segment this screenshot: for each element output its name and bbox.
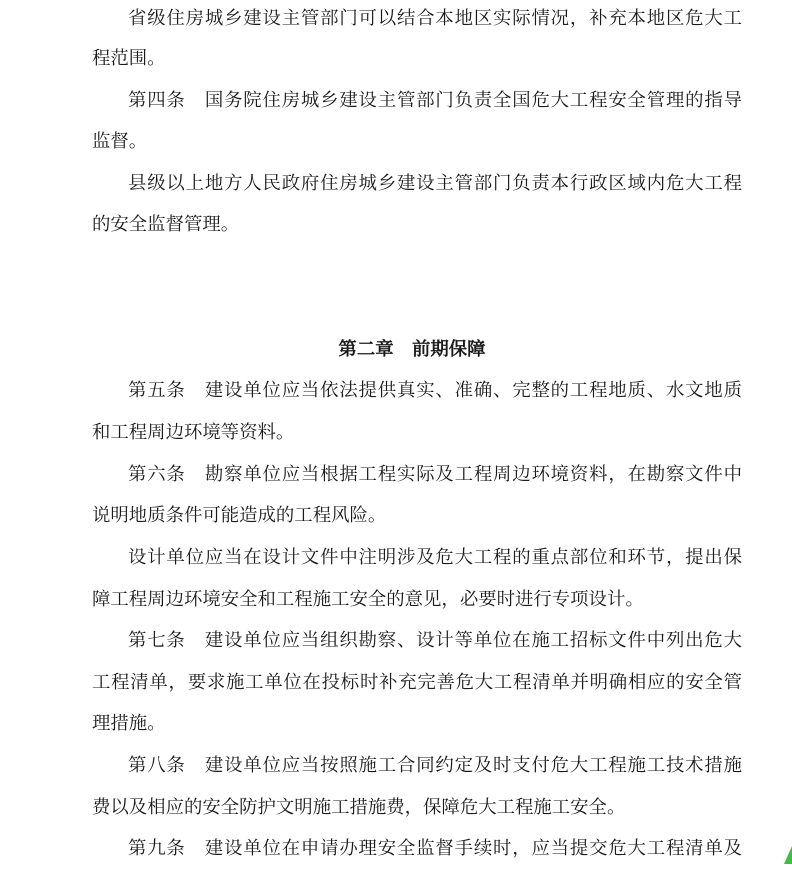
paragraph-line: 和工程周边环境等资料。 [92, 422, 295, 443]
paragraph-line: 障工程周边环境安全和工程施工安全的意见，必要时进行专项设计。 [92, 589, 644, 610]
paragraph-line: 设计单位应当在设计文件中注明涉及危大工程的重点部位和环节，提出保 [128, 547, 742, 568]
paragraph-line: 省级住房城乡建设主管部门可以结合本地区实际情况，补充本地区危大工 [128, 8, 742, 29]
article-7-line: 第七条 建设单位应当组织勘察、设计等单位在施工招标文件中列出危大 [128, 630, 742, 651]
article-4-line: 第四条 国务院住房城乡建设主管部门负责全国危大工程安全管理的指导 [128, 90, 742, 111]
paragraph-line: 理措施。 [92, 713, 166, 734]
article-6-line: 第六条 勘察单位应当根据工程实际及工程周边环境资料，在勘察文件中 [128, 464, 742, 485]
article-9-line: 第九条 建设单位在申请办理安全监督手续时，应当提交危大工程清单及 [128, 838, 742, 859]
edge-marker-icon [782, 846, 792, 864]
article-8-line: 第八条 建设单位应当按照施工合同约定及时支付危大工程施工技术措施 [128, 755, 742, 776]
chapter-heading: 第二章 前期保障 [338, 339, 486, 360]
paragraph-line: 的安全监督管理。 [92, 214, 240, 235]
paragraph-line: 费以及相应的安全防护文明施工措施费，保障危大工程施工安全。 [92, 797, 626, 818]
paragraph-line: 工程清单，要求施工单位在投标时补充完善危大工程清单并明确相应的安全管 [92, 672, 742, 693]
article-5-line: 第五条 建设单位应当依法提供真实、准确、完整的工程地质、水文地质 [128, 380, 742, 401]
paragraph-line: 说明地质条件可能造成的工程风险。 [92, 505, 387, 526]
paragraph-line: 监督。 [92, 131, 148, 152]
paragraph-line: 程范围。 [92, 48, 166, 69]
paragraph-line: 县级以上地方人民政府住房城乡建设主管部门负责本行政区域内危大工程 [128, 173, 742, 194]
